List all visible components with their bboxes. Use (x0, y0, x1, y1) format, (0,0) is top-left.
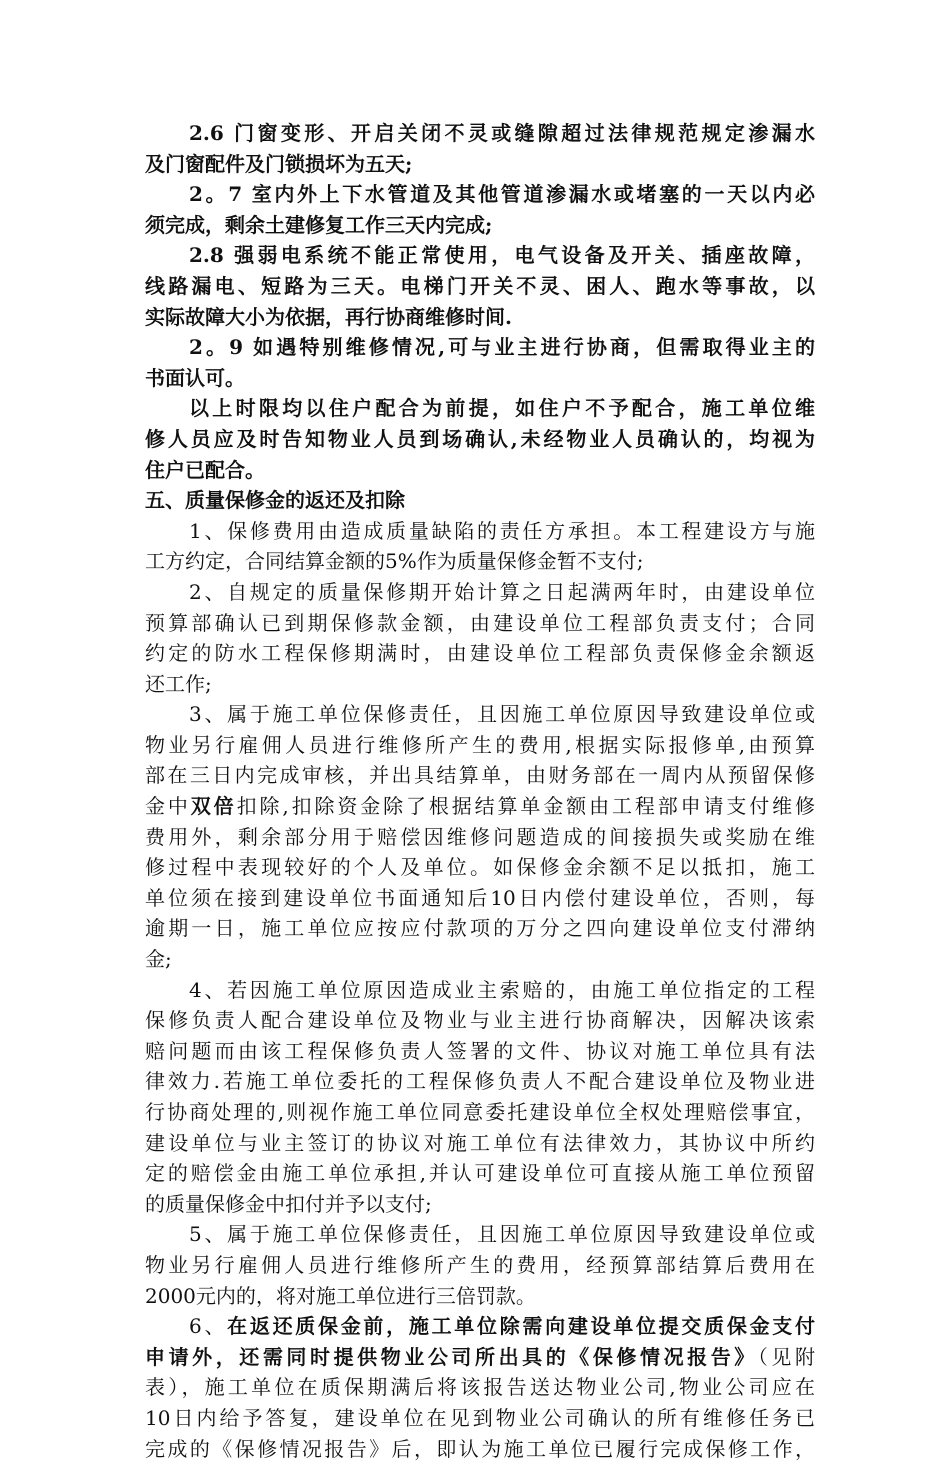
text-line: 及门窗配件及门锁损坏为五天; (145, 151, 413, 176)
text-line: 律效力.若施工单位委托的工程保修负责人不配合建设单位及物业进 (145, 1069, 815, 1094)
text-line: 2000元内的，将对施工单位进行三倍罚款。 (145, 1283, 536, 1308)
emphasized-text: 在返还质保金前，施工单位除需向建设单位提交质保金支付 (227, 1314, 815, 1339)
text-line: 逾期一日，施工单位应按应付款项的万分之四向建设单位支付滞纳 (145, 916, 815, 941)
text-span: （见附 (757, 1344, 816, 1369)
text-line (145, 791, 815, 822)
text-span: 6、 (189, 1314, 228, 1339)
text-line: 部在三日内完成审核，并出具结算单，由财务部在一周内从预留保修 (145, 763, 815, 788)
text-line: 费用外，剩余部分用于赔偿因维修问题造成的间接损失或奖励在维 (145, 824, 815, 849)
text-line: 10日内给予答复，建设单位在见到物业公司确认的所有维修任务已 (145, 1405, 815, 1430)
text-line: 修过程中表现较好的个人及单位。如保修金余额不足以抵扣，施工 (145, 855, 815, 880)
text-line: 实际故障大小为依据，再行协商维修时间. (145, 304, 512, 329)
text-line: 还工作; (145, 671, 212, 696)
text-line: 完成的《保修情况报告》后，即认为施工单位已履行完成保修工作， (145, 1436, 815, 1461)
text-line: 书面认可。 (145, 365, 245, 390)
text-line: 行协商处理的,则视作施工单位同意委托建设单位全权处理赔偿事宜， (145, 1100, 815, 1124)
text-line: 物业另行雇佣人员进行维修所产生的费用，经预算部结算后费用在 (145, 1252, 815, 1277)
text-line: 1、保修费用由造成质量缺陷的责任方承担。本工程建设方与施 (189, 518, 815, 543)
document-body (145, 118, 815, 1464)
text-span: 金中 (145, 794, 191, 819)
text-line: 以上时限均以住户配合为前提，如住户不予配合，施工单位维 (189, 396, 815, 421)
text-line: 物业另行雇佣人员进行维修所产生的费用,根据实际报修单,由预算 (145, 732, 815, 757)
text-line: 2、自规定的质量保修期开始计算之日起满两年时，由建设单位 (189, 579, 815, 604)
text-line: 金; (145, 947, 172, 972)
text-line: 表），施工单位在质保期满后将该报告送达物业公司,物业公司应在 (145, 1375, 815, 1400)
text-line: 定的赔偿金由施工单位承担,并认可建设单位可直接从施工单位预留 (145, 1161, 815, 1186)
text-line: 单位须在接到建设单位书面通知后10日内偿付建设单位，否则，每 (145, 885, 815, 910)
text-line: 须完成，剩余土建修复工作三天内完成; (145, 212, 493, 237)
text-line: 约定的防水工程保修期满时，由建设单位工程部负责保修金余额返 (145, 641, 815, 666)
emphasized-text: 申请外，还需同时提供物业公司所出具的《保修情况报告》 (145, 1344, 758, 1369)
text-line: 5、属于施工单位保修责任，且因施工单位原因导致建设单位或 (189, 1222, 815, 1247)
text-line: 2。9 如遇特别维修情况,可与业主进行协商，但需取得业主的 (189, 335, 815, 360)
text-line: 2.6 门窗变形、开启关闭不灵或缝隙超过法律规范规定渗漏水 (189, 121, 815, 145)
text-line: 修人员应及时告知物业人员到场确认,未经物业人员确认的，均视为 (145, 426, 815, 451)
text-line: 建设单位与业主签订的协议对施工单位有法律效力，其协议中所约 (145, 1130, 815, 1155)
text-span: 扣除,扣除资金除了根据结算单金额由工程部申请支付维修 (236, 794, 816, 819)
text-line: 工方约定，合同结算金额的5%作为质量保修金暂不支付; (145, 549, 644, 574)
text-line: 2。7 室内外上下水管道及其他管道渗漏水或堵塞的一天以内必 (189, 182, 815, 207)
text-line: 2.8 强弱电系统不能正常使用，电气设备及开关、插座故障， (189, 243, 815, 268)
emphasized-text: 双倍 (190, 794, 237, 819)
text-line (145, 1311, 815, 1342)
text-line: 赔问题而由该工程保修负责人签署的文件、协议对施工单位具有法 (145, 1038, 815, 1063)
text-line: 住户已配合。 (145, 457, 265, 482)
text-line: 五、质量保修金的返还及扣除 (145, 488, 405, 513)
text-line: 的质量保修金中扣付并予以支付; (145, 1191, 432, 1216)
text-line: 保修负责人配合建设单位及物业与业主进行协商解决，因解决该索 (145, 1008, 815, 1033)
text-line: 预算部确认已到期保修款金额，由建设单位工程部负责支付；合同 (145, 610, 815, 635)
text-line: 4、若因施工单位原因造成业主索赔的，由施工单位指定的工程 (189, 977, 815, 1002)
text-line: 3、属于施工单位保修责任，且因施工单位原因导致建设单位或 (189, 702, 815, 727)
text-line: 线路漏电、短路为三天。电梯门开关不灵、困人、跑水等事故，以 (145, 273, 815, 298)
text-line (145, 1342, 815, 1373)
